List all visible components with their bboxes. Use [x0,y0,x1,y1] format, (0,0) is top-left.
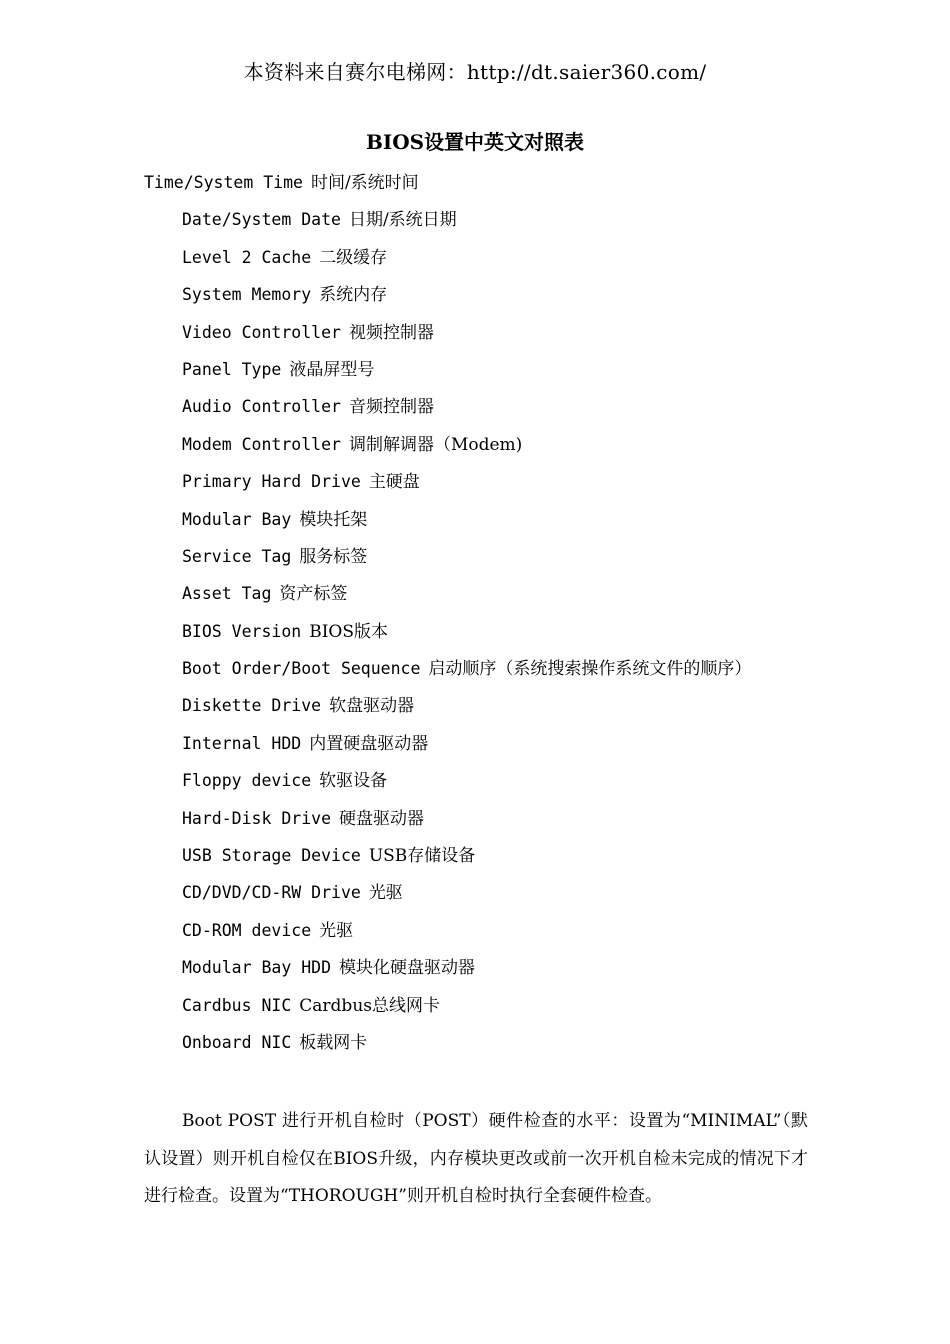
entry-english: Boot Order/Boot Sequence [182,659,421,679]
entry-chinese: 资产标签 [279,584,348,605]
entry-chinese: 主硬盘 [368,472,420,493]
entry-english: Modular Bay [182,509,292,529]
entry-chinese: BIOS版本 [309,621,389,642]
entry-english: BIOS Version [182,621,302,641]
glossary-entry [0,206,950,243]
entry-english: Panel Type [182,359,282,379]
glossary-entry [0,692,950,729]
entry-chinese: 系统内存 [319,285,388,306]
entry-chinese: 服务标签 [299,546,368,567]
glossary-entry [0,767,950,804]
entry-english: Internal HDD [182,733,302,753]
entry-english: USB Storage Device [182,846,361,866]
entry-chinese: 模块托架 [299,509,368,530]
glossary-entry [0,655,950,692]
entry-chinese: 液晶屏型号 [289,359,375,380]
entry-chinese: USB存储设备 [368,846,476,867]
source-header: 本资料来自赛尔电梯网：http://dt.saier360.com/ [243,60,707,84]
entry-chinese: 二级缓存 [319,247,388,268]
entry-chinese: 软盘驱动器 [329,696,415,717]
entry-english: Primary Hard Drive [182,472,361,492]
glossary-entry [0,393,950,430]
entry-english: Modem Controller [182,434,341,454]
document-title: BIOS设置中英文对照表 [365,130,585,154]
glossary-entry [0,842,950,879]
entry-english: Date/System Date [182,210,341,230]
glossary-entry [0,244,950,281]
glossary-entry [0,431,950,468]
entry-english: System Memory [182,285,312,305]
glossary-entry [0,730,950,767]
entry-english: Service Tag [182,546,292,566]
boot-post-note: Boot POST 进行开机自检时（POST）硬件检查的水平：设置为“MINIMAL”（默认设置）则开机自检仅在BIOS升级，内存模块更改或前一次开机自检未完成的情况下才进行检查。设置为“THOROUGH”则开机自检时执行全套硬件检查。 [144,1111,808,1206]
glossary-entry [0,506,950,543]
entry-english: Floppy device [182,771,312,791]
glossary-entry [0,281,950,318]
entry-chinese: 音频控制器 [348,397,434,418]
entry-english: Cardbus NIC [182,995,292,1015]
entry-chinese: 视频控制器 [348,322,434,343]
glossary-entry [0,1029,950,1066]
entry-english: CD-ROM device [182,920,312,940]
glossary-entry [0,319,950,356]
entry-chinese: 板载网卡 [299,1032,368,1053]
entry-chinese: 模块化硬盘驱动器 [339,958,476,979]
entry-chinese: 软驱设备 [319,771,388,792]
entry-english: Diskette Drive [182,696,322,716]
entry-chinese: 内置硬盘驱动器 [309,733,429,754]
glossary-entry [0,917,950,954]
entry-english: Asset Tag [182,584,272,604]
entry-chinese: 调制解调器（Modem) [348,434,523,455]
entry-english: Audio Controller [182,397,341,417]
entry-english: Onboard NIC [182,1032,292,1052]
entry-english: Hard-Disk Drive [182,808,332,828]
entry-chinese: Cardbus总线网卡 [299,995,440,1016]
entry-english: Level 2 Cache [182,247,312,267]
glossary-entry [0,468,950,505]
entry-chinese: 启动顺序（系统搜索操作系统文件的顺序） [428,659,752,680]
glossary-entry [0,356,950,393]
glossary-entry [0,543,950,580]
glossary-entry [0,618,950,655]
entry-chinese: 时间/系统时间 [310,173,419,193]
entry-english: Modular Bay HDD [182,958,332,978]
glossary-entry [0,580,950,617]
entry-chinese: 日期/系统日期 [348,210,457,231]
entry-chinese: 光驱 [368,883,403,904]
entry-english: CD/DVD/CD-RW Drive [182,883,361,903]
entry-english: Video Controller [182,322,341,342]
entry-chinese: 光驱 [319,920,354,941]
glossary-entry [0,805,950,842]
glossary-entry [0,954,950,991]
glossary-list [0,169,950,1066]
entry-chinese: 硬盘驱动器 [339,808,425,829]
glossary-entry [0,169,950,206]
glossary-entry [0,992,950,1029]
glossary-entry [0,879,950,916]
entry-english: Time/System Time [144,173,303,192]
